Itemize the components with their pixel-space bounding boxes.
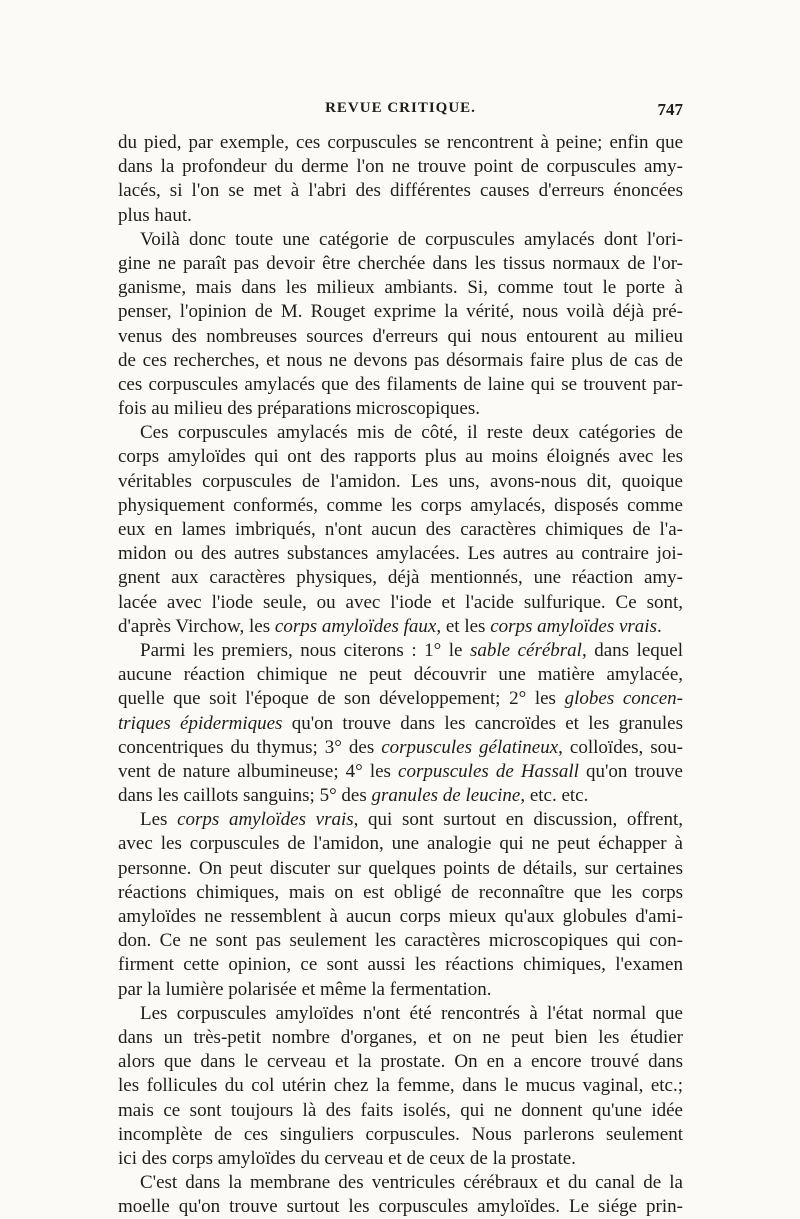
text-line: fois au milieu des préparations microscopiques.: [118, 398, 480, 420]
text-line: ganisme, mais dans les milieux ambiants. Si, comme tout le porte à: [118, 277, 683, 299]
text-line: avec les corpuscules de l'amidon, une analogie qui ne peut échapper à: [118, 833, 683, 855]
italic-term: corps amyloïdes faux: [274, 615, 437, 637]
page-header: [118, 100, 683, 130]
text-line: moelle qu'on trouve surtout les corpuscules amyloïdes. Le siége prin-: [118, 1196, 683, 1218]
text-line: les follicules du col utérin chez la femme, dans le mucus vaginal, etc.;: [118, 1075, 683, 1097]
text-line: plus haut.: [118, 204, 192, 226]
italic-term: sable cérébral: [469, 639, 582, 661]
text-line: gine ne paraît pas devoir être cherchée dans les tissus normaux de l'or-: [118, 252, 683, 274]
text-line: par la lumière polarisée et même la fermentation.: [118, 978, 492, 1000]
text-line: firment cette opinion, ce sont aussi les réactions chimiques, l'examen: [118, 954, 683, 976]
text-line: de ces recherches, et nous ne devons pas désormais faire plus de cas de: [118, 349, 683, 371]
text-line: d'après Virchow, les corps amyloïdes faux, et les corps amyloïdes vrais.: [118, 615, 662, 637]
text-line: Les corpuscules amyloïdes n'ont été rencontrés à l'état normal que: [140, 1002, 683, 1024]
italic-term: corpuscules de Hassall: [398, 760, 579, 782]
italic-term: triques épidermiques: [118, 712, 283, 734]
text-line: gnent aux caractères physiques, déjà mentionnés, une réaction amy-: [118, 567, 683, 589]
italic-term: granules de leucine: [371, 785, 521, 807]
text-line: eux en lames imbriqués, n'ont aucun des caractères chimiques de l'a-: [118, 519, 683, 540]
text-line: concentriques du thymus; 3° des corpuscules gélatineux, colloïdes, sou-: [118, 736, 683, 758]
text-line: dans un très-petit nombre d'organes, et on ne peut bien les étudier: [118, 1026, 683, 1048]
text-line: personne. On peut discuter sur quelques points de détails, sur certaines: [118, 857, 683, 879]
text-line: triques épidermiques qu'on trouve dans les cancroïdes et les granules: [118, 712, 683, 734]
text-line: dans les caillots sanguins; 5° des granules de leucine, etc. etc.: [118, 785, 589, 807]
text-line: don. Ce ne sont pas seulement les caractères microscopiques qui con-: [118, 930, 683, 952]
italic-term: globes concen-: [564, 688, 683, 710]
text-line: penser, l'opinion de M. Rouget exprime la vérité, nous voilà déjà pré-: [118, 301, 683, 323]
text-line: Parmi les premiers, nous citerons : 1° le sable cérébral, dans lequel: [140, 639, 683, 661]
text-line: physiquement conformés, comme les corps amylacés, disposés comme: [118, 494, 683, 516]
text-line: vent de nature albumineuse; 4° les corpuscules de Hassall qu'on trouve: [118, 760, 683, 782]
text-line: Ces corpuscules amylacés mis de côté, il reste deux catégories de: [140, 422, 683, 444]
text-line: venus des nombreuses sources d'erreurs qui nous entourent au milieu: [118, 325, 683, 347]
text-line: aucune réaction chimique ne peut découvrir une matière amylacée,: [118, 664, 683, 686]
italic-term: corps amyloïdes vrais: [177, 809, 354, 831]
running-head: REVUE CRITIQUE.: [325, 100, 476, 116]
italic-term: corps amyloïdes vrais: [490, 615, 657, 637]
text-line: C'est dans la membrane des ventricules cérébraux et du canal de la: [140, 1172, 683, 1194]
text-line: quelle que soit l'époque de son développement; 2° les globes concen-: [118, 688, 683, 710]
text-line: incomplète de ces singuliers corpuscules. Nous parlerons seulement: [118, 1123, 683, 1145]
text-line: corps amyloïdes qui ont des rapports plus au moins éloignés avec les: [118, 446, 683, 468]
italic-term: corpuscules gélatineux: [381, 736, 559, 758]
page-number: 747: [657, 100, 683, 119]
text-line: lacés, si l'on se met à l'abri des différentes causes d'erreurs énoncées: [118, 180, 683, 202]
text-line: ces corpuscules amylacés que des filaments de laine qui se trouvent par-: [118, 373, 683, 395]
text-line: amyloïdes ne ressemblent à aucun corps mieux qu'aux globules d'ami-: [118, 906, 683, 927]
text-line: véritables corpuscules de l'amidon. Les uns, avons-nous dit, quoique: [118, 470, 683, 492]
body-text: [118, 131, 683, 1219]
text-line: Voilà donc toute une catégorie de corpuscules amylacés dont l'ori-: [140, 228, 683, 250]
text-line: lacée avec l'iode seule, ou avec l'iode et l'acide sulfurique. Ce sont,: [118, 591, 683, 613]
text-line: du pied, par exemple, ces corpuscules se rencontrent à peine; enfin que: [118, 132, 683, 153]
text-line: Les corps amyloïdes vrais, qui sont surtout en discussion, offrent,: [140, 809, 683, 831]
text-line: midon ou des autres substances amylacées. Les autres au contraire joi-: [118, 543, 683, 565]
text-line: ici des corps amyloïdes du cerveau et de ceux de la prostate.: [118, 1147, 576, 1169]
text-line: alors que dans le cerveau et la prostate. On en a encore trouvé dans: [118, 1051, 683, 1073]
text-line: réactions chimiques, mais on est obligé de reconnaître que les corps: [118, 881, 683, 903]
text-line: dans la profondeur du derme l'on ne trouve point de corpuscules amy-: [118, 156, 683, 178]
text-line: mais ce sont toujours là des faits isolés, qui ne donnent qu'une idée: [118, 1099, 683, 1121]
